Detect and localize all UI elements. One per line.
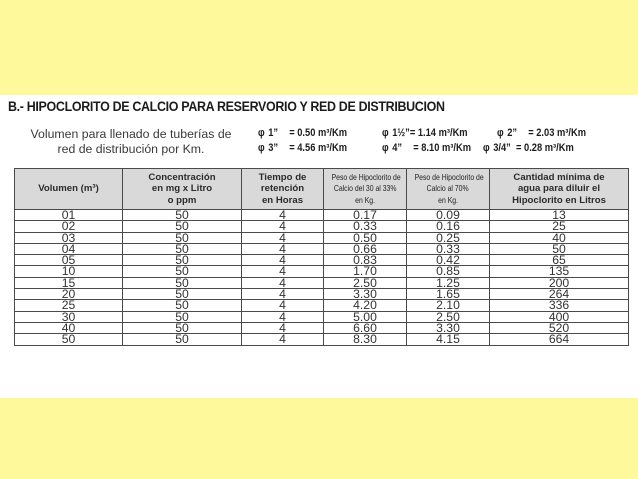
cell-retention: 4 [242,243,324,254]
cell-weight-70: 2.50 [407,311,490,322]
cell-weight-70: 0.16 [407,221,490,232]
cell-retention: 4 [242,300,324,311]
cell-volume: 03 [15,232,123,243]
diameter-symbol: φ [258,142,265,154]
cell-weight-30-33: 2.50 [324,277,407,288]
pipe-value: = 4.56 m³/Km [289,142,347,154]
cell-retention: 4 [242,311,324,322]
cell-volume: 15 [15,277,123,288]
diameter-symbol: φ [382,142,389,154]
cell-volume: 05 [15,255,123,266]
diameter-symbol: φ [382,127,389,139]
table-row [15,300,629,311]
cell-volume: 50 [15,334,123,345]
pipe-size: 3” [268,142,279,154]
cell-weight-30-33: 4.20 [324,300,407,311]
pipe-value: = 0.28 m³/Km [516,142,574,154]
cell-concentration: 50 [123,210,242,221]
cell-volume: 10 [15,266,123,277]
cell-concentration: 50 [123,289,242,300]
cell-min-water: 400 [490,311,629,322]
pipe-spec [382,142,471,154]
pipe-value: = 8.10 m³/Km [413,142,471,154]
cell-retention: 4 [242,289,324,300]
table-row [15,232,629,243]
col-header-weight-70: Peso de Hipoclorito de Calcio al 70% en Kg. [407,169,490,210]
cell-weight-30-33: 5.00 [324,311,407,322]
cell-min-water: 65 [490,255,629,266]
cell-concentration: 50 [123,232,242,243]
table-row [15,243,629,254]
cell-min-water: 664 [490,334,629,345]
cell-volume: 04 [15,243,123,254]
cell-retention: 4 [242,334,324,345]
cell-min-water: 13 [490,210,629,221]
table-row [15,266,629,277]
diameter-symbol: φ [497,127,504,139]
cell-min-water: 135 [490,266,629,277]
col-header-min-water: Cantidad mínima de agua para diluir el Hipoclorito en Litros [490,169,629,210]
cell-concentration: 50 [123,311,242,322]
table-row [15,210,629,221]
pipe-spec [497,127,586,139]
diameter-symbol: φ [258,127,265,139]
cell-volume: 02 [15,221,123,232]
cell-weight-70: 3.30 [407,322,490,333]
cell-concentration: 50 [123,300,242,311]
cell-concentration: 50 [123,243,242,254]
cell-volume: 30 [15,311,123,322]
cell-concentration: 50 [123,266,242,277]
cell-volume: 01 [15,210,123,221]
cell-weight-30-33: 0.17 [324,210,407,221]
pipe-spec [483,142,574,154]
cell-weight-70: 0.25 [407,232,490,243]
dosage-table [14,168,629,346]
cell-volume: 20 [15,289,123,300]
cell-weight-70: 0.09 [407,210,490,221]
cell-retention: 4 [242,255,324,266]
pipe-spec [382,127,468,139]
cell-concentration: 50 [123,334,242,345]
table-row [15,255,629,266]
cell-retention: 4 [242,210,324,221]
cell-min-water: 520 [490,322,629,333]
pipe-value: = 1.14 m³/Km [409,127,468,139]
cell-min-water: 40 [490,232,629,243]
cell-weight-70: 2.10 [407,300,490,311]
pipe-size: 1½” [392,127,410,139]
cell-min-water: 336 [490,300,629,311]
pipe-value: = 0.50 m³/Km [289,127,347,139]
cell-retention: 4 [242,266,324,277]
cell-weight-70: 0.42 [407,255,490,266]
cell-weight-30-33: 0.50 [324,232,407,243]
cell-weight-30-33: 0.83 [324,255,407,266]
cell-weight-70: 0.85 [407,266,490,277]
document-sheet [0,95,638,398]
intro-line-1: Volumen para llenado de tuberías de [30,127,232,141]
cell-min-water: 264 [490,289,629,300]
cell-volume: 25 [15,300,123,311]
col-header-volume: Volumen (m³) [15,169,123,210]
cell-weight-30-33: 0.33 [324,221,407,232]
cell-concentration: 50 [123,221,242,232]
cell-weight-30-33: 3.30 [324,289,407,300]
cell-weight-70: 0.33 [407,243,490,254]
cell-weight-30-33: 6.60 [324,322,407,333]
cell-min-water: 200 [490,277,629,288]
cell-min-water: 50 [490,243,629,254]
col-header-weight-30-33: Peso de Hipoclorito de Calcio del 30 al 33% en Kg. [324,169,407,210]
cell-concentration: 50 [123,322,242,333]
section-title: B.- HIPOCLORITO DE CALCIO PARA RESERVORIO Y RED DE DISTRIBUCION [8,99,445,114]
pipe-size: 1” [268,127,279,139]
table-row [15,322,629,333]
cell-volume: 40 [15,322,123,333]
col-header-retention-time: Tiempo de retención en Horas [242,169,324,210]
cell-weight-30-33: 1.70 [324,266,407,277]
table-row [15,289,629,300]
intro-line-2: red de distribución por Km. [57,142,205,156]
cell-min-water: 25 [490,221,629,232]
table-row [15,334,629,345]
cell-retention: 4 [242,232,324,243]
cell-weight-70: 4.15 [407,334,490,345]
cell-weight-70: 1.25 [407,277,490,288]
pipe-value: = 2.03 m³/Km [528,127,586,139]
pipe-size: 2” [507,127,518,139]
cell-retention: 4 [242,322,324,333]
pipe-size: 3/4” [493,142,511,154]
pipe-size: 4” [392,142,403,154]
col-header-concentration: Concentración en mg x Litro o ppm [123,169,242,210]
cell-weight-30-33: 0.66 [324,243,407,254]
table-header-row [15,169,629,210]
diameter-symbol: φ [483,142,490,154]
pipe-spec [258,142,347,154]
cell-weight-70: 1.65 [407,289,490,300]
cell-retention: 4 [242,221,324,232]
cell-concentration: 50 [123,277,242,288]
table-row [15,221,629,232]
pipe-spec [258,127,347,139]
table-row [15,311,629,322]
cell-retention: 4 [242,277,324,288]
pipe-volume-list [0,127,638,161]
cell-weight-30-33: 8.30 [324,334,407,345]
cell-concentration: 50 [123,255,242,266]
table-row [15,277,629,288]
